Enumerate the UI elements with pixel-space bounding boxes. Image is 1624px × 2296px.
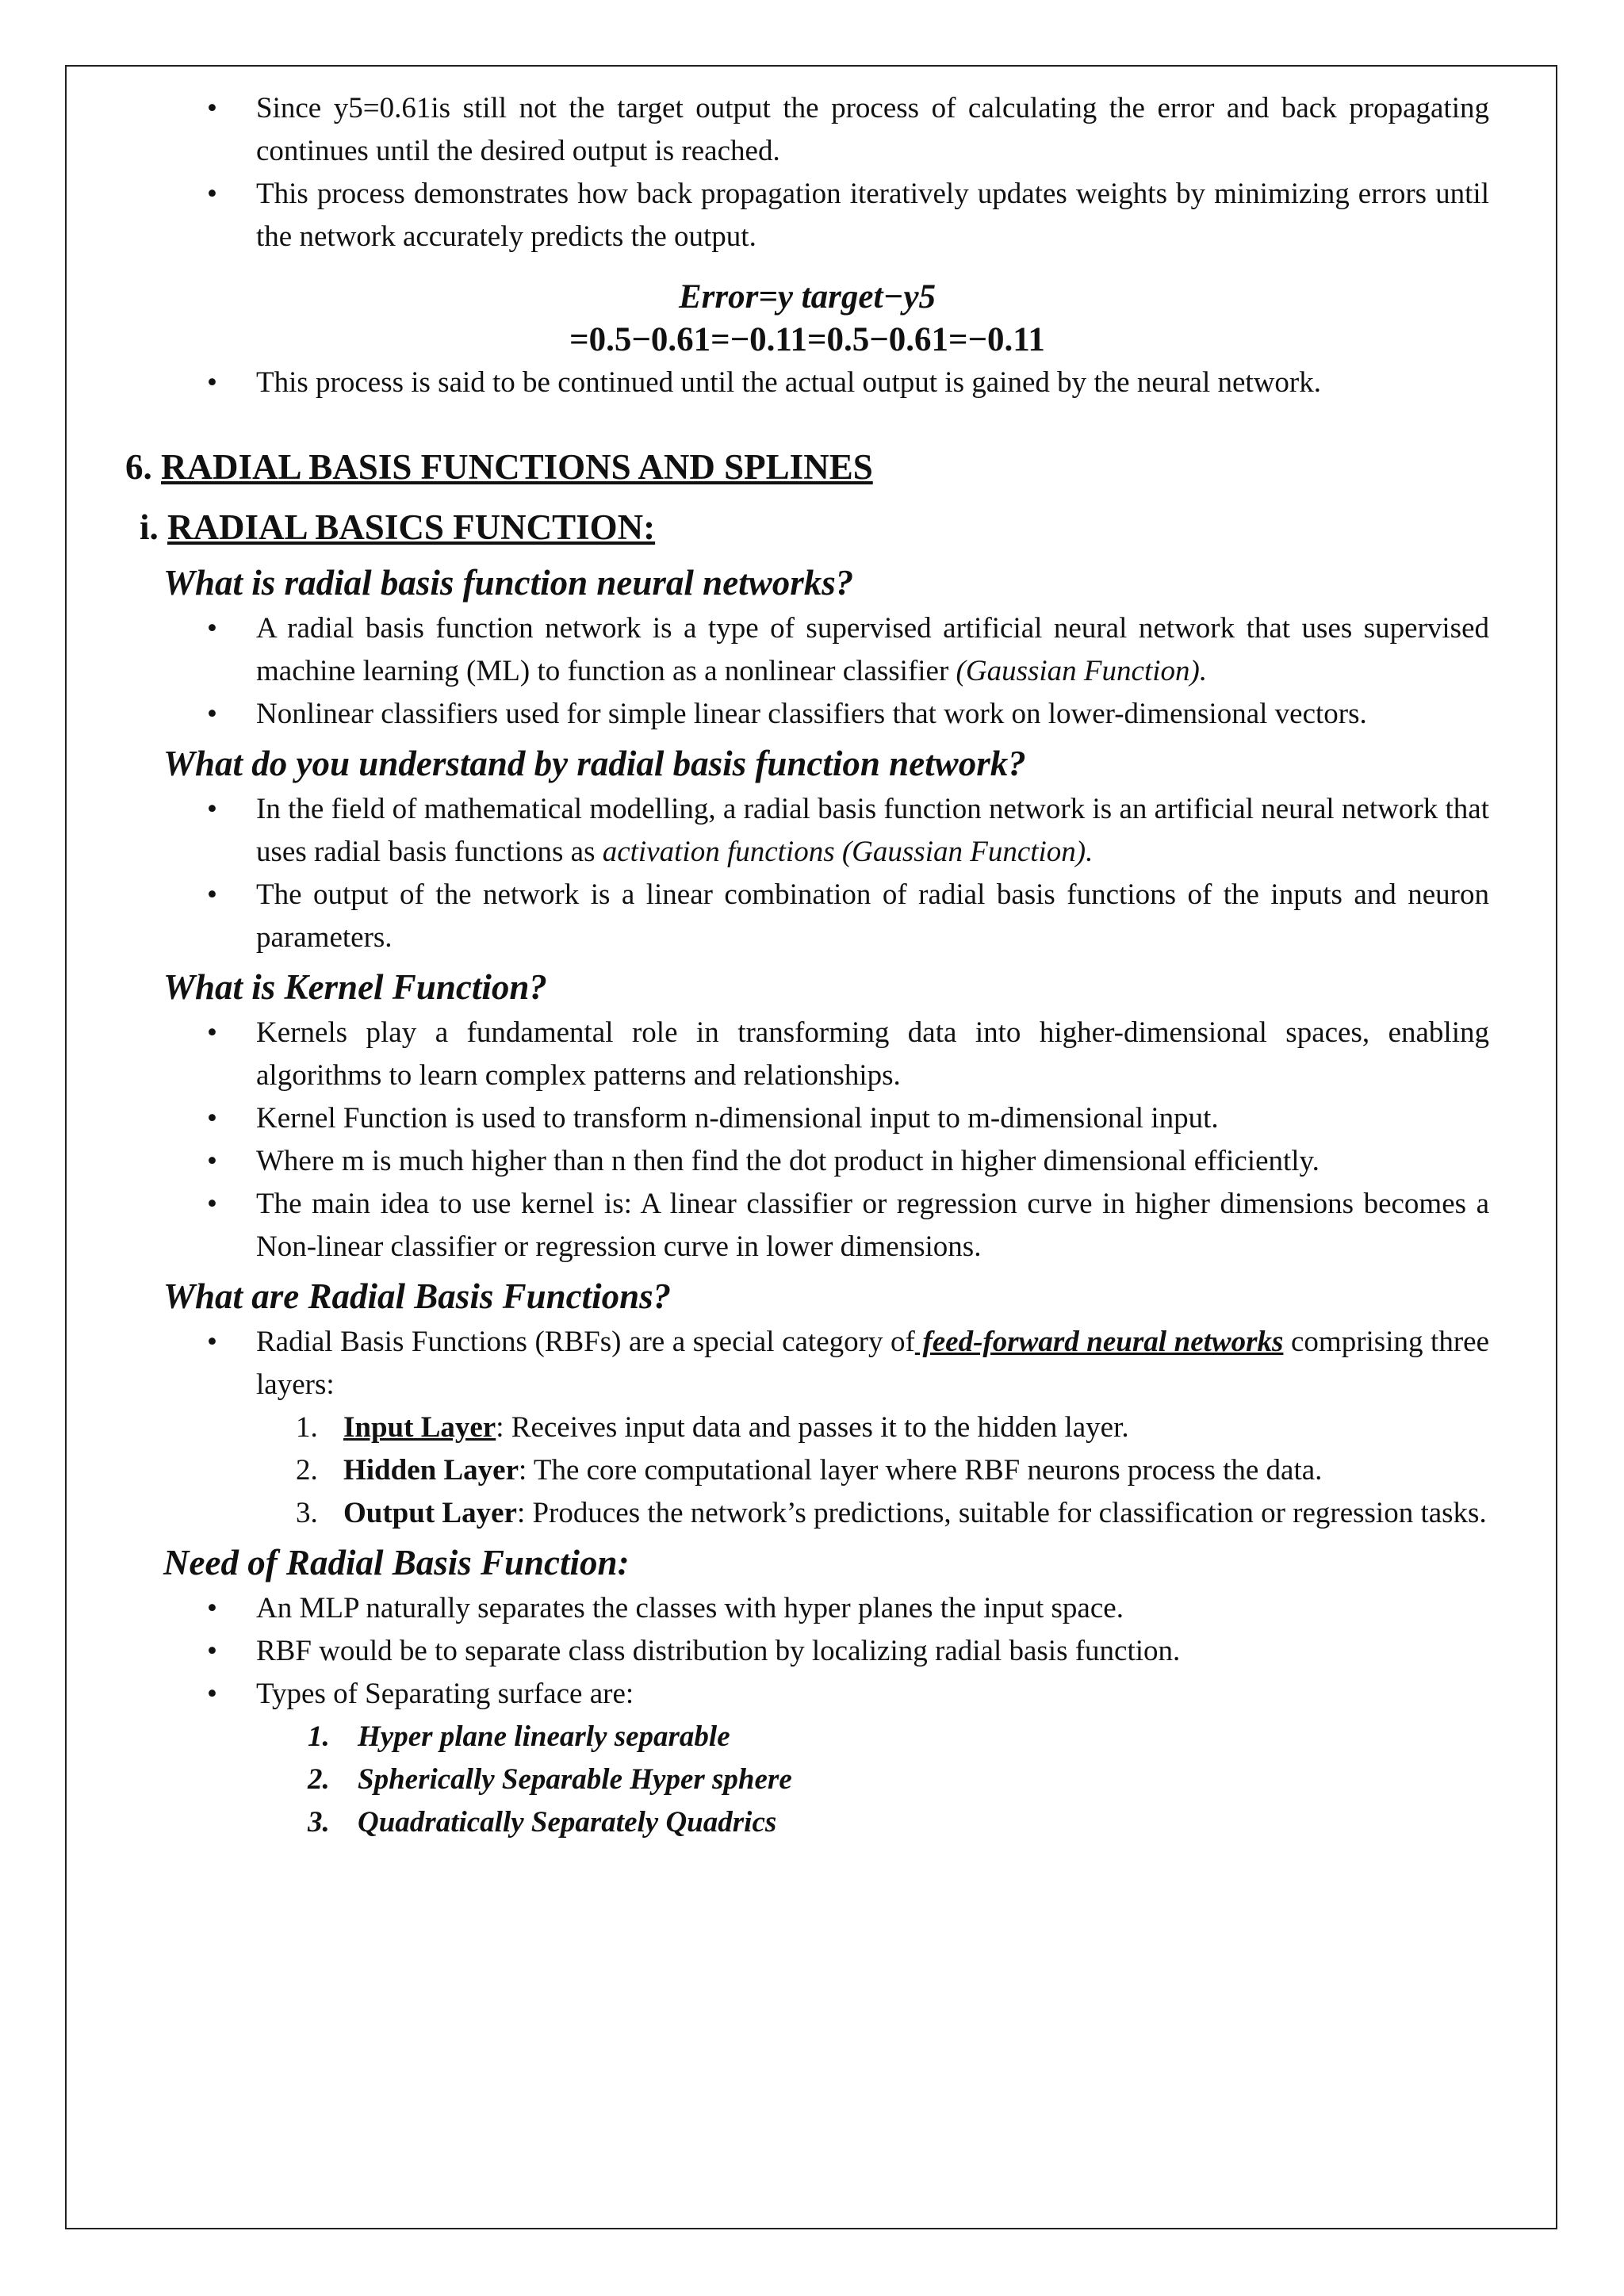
bullet-item: • An MLP naturally separates the classes with hyper planes the input space.	[207, 1592, 1124, 1624]
equation-line-1: Error=y target−y5	[678, 278, 936, 316]
bullet-item: • In the field of mathematical modelling, a radial basis function network is an artificial neural network that uses radial basis functions as activation functions (Gaussian Function).	[207, 793, 1489, 868]
bullet-item: • Since y5=0.61is still not the target output the process of calculating the error and back propagating continues until the desired output is reached.	[207, 92, 1489, 167]
numbered-item: 3. Quadratically Separately Quadrics	[308, 1806, 777, 1839]
subsection-heading: i. RADIAL BASICS FUNCTION:	[140, 507, 656, 547]
numbered-item: 2. Hidden Layer: The core computational layer where RBF neurons process the data.	[296, 1454, 1323, 1487]
section-heading: 6. RADIAL BASIS FUNCTIONS AND SPLINES	[125, 447, 873, 487]
bullet-item: • The output of the network is a linear combination of radial basis functions of the inputs and neuron parameters.	[207, 878, 1489, 954]
question-heading: What is Kernel Function?	[163, 967, 547, 1007]
numbered-item: 1. Hyper plane linearly separable	[308, 1720, 730, 1753]
question-heading: What do you understand by radial basis function network?	[163, 744, 1026, 783]
equation-line-2: =0.5−0.61=−0.11=0.5−0.61=−0.11	[569, 321, 1045, 358]
question-heading: What is radial basis function neural networks?	[163, 563, 854, 603]
bullet-item: • A radial basis function network is a type of supervised artificial neural network that uses supervised machine learning (ML) to function as a nonlinear classifier (Gaussian Function).	[207, 612, 1489, 687]
numbered-item: 3. Output Layer: Produces the network’s predictions, suitable for classification or regression tasks.	[296, 1497, 1487, 1529]
document-body	[125, 87, 1489, 1844]
bullet-item: • This process is said to be continued until the actual output is gained by the neural network.	[207, 366, 1322, 399]
bullet-item: • RBF would be to separate class distribution by localizing radial basis function.	[207, 1635, 1181, 1667]
bullet-item: • Nonlinear classifiers used for simple linear classifiers that work on lower-dimensional vectors.	[207, 698, 1367, 730]
bullet-item: • The main idea to use kernel is: A linear classifier or regression curve in higher dimensions becomes a Non-linear classifier or regression curve in lower dimensions.	[207, 1188, 1489, 1263]
bullet-item: • Where m is much higher than n then find the dot product in higher dimensional efficiently.	[207, 1145, 1320, 1177]
numbered-item: 1. Input Layer: Receives input data and passes it to the hidden layer.	[296, 1411, 1129, 1444]
bullet-item: • This process demonstrates how back propagation iteratively updates weights by minimizing errors until the network accurately predicts the output.	[207, 178, 1489, 253]
bullet-item: • Kernels play a fundamental role in transforming data into higher-dimensional spaces, enabling algorithms to learn complex patterns and relationships.	[207, 1016, 1489, 1092]
question-heading: Need of Radial Basis Function:	[163, 1543, 630, 1582]
bullet-item: • Types of Separating surface are:	[207, 1678, 634, 1710]
bullet-item: • Radial Basis Functions (RBFs) are a special category of feed-forward neural networks comprising three layers:	[207, 1326, 1489, 1401]
feed-forward-link[interactable]: feed-forward neural networks	[914, 1326, 1284, 1358]
numbered-item: 2. Spherically Separable Hyper sphere	[308, 1763, 792, 1796]
bullet-item: • Kernel Function is used to transform n-dimensional input to m-dimensional input.	[207, 1102, 1219, 1135]
question-heading: What are Radial Basis Functions?	[163, 1276, 672, 1316]
